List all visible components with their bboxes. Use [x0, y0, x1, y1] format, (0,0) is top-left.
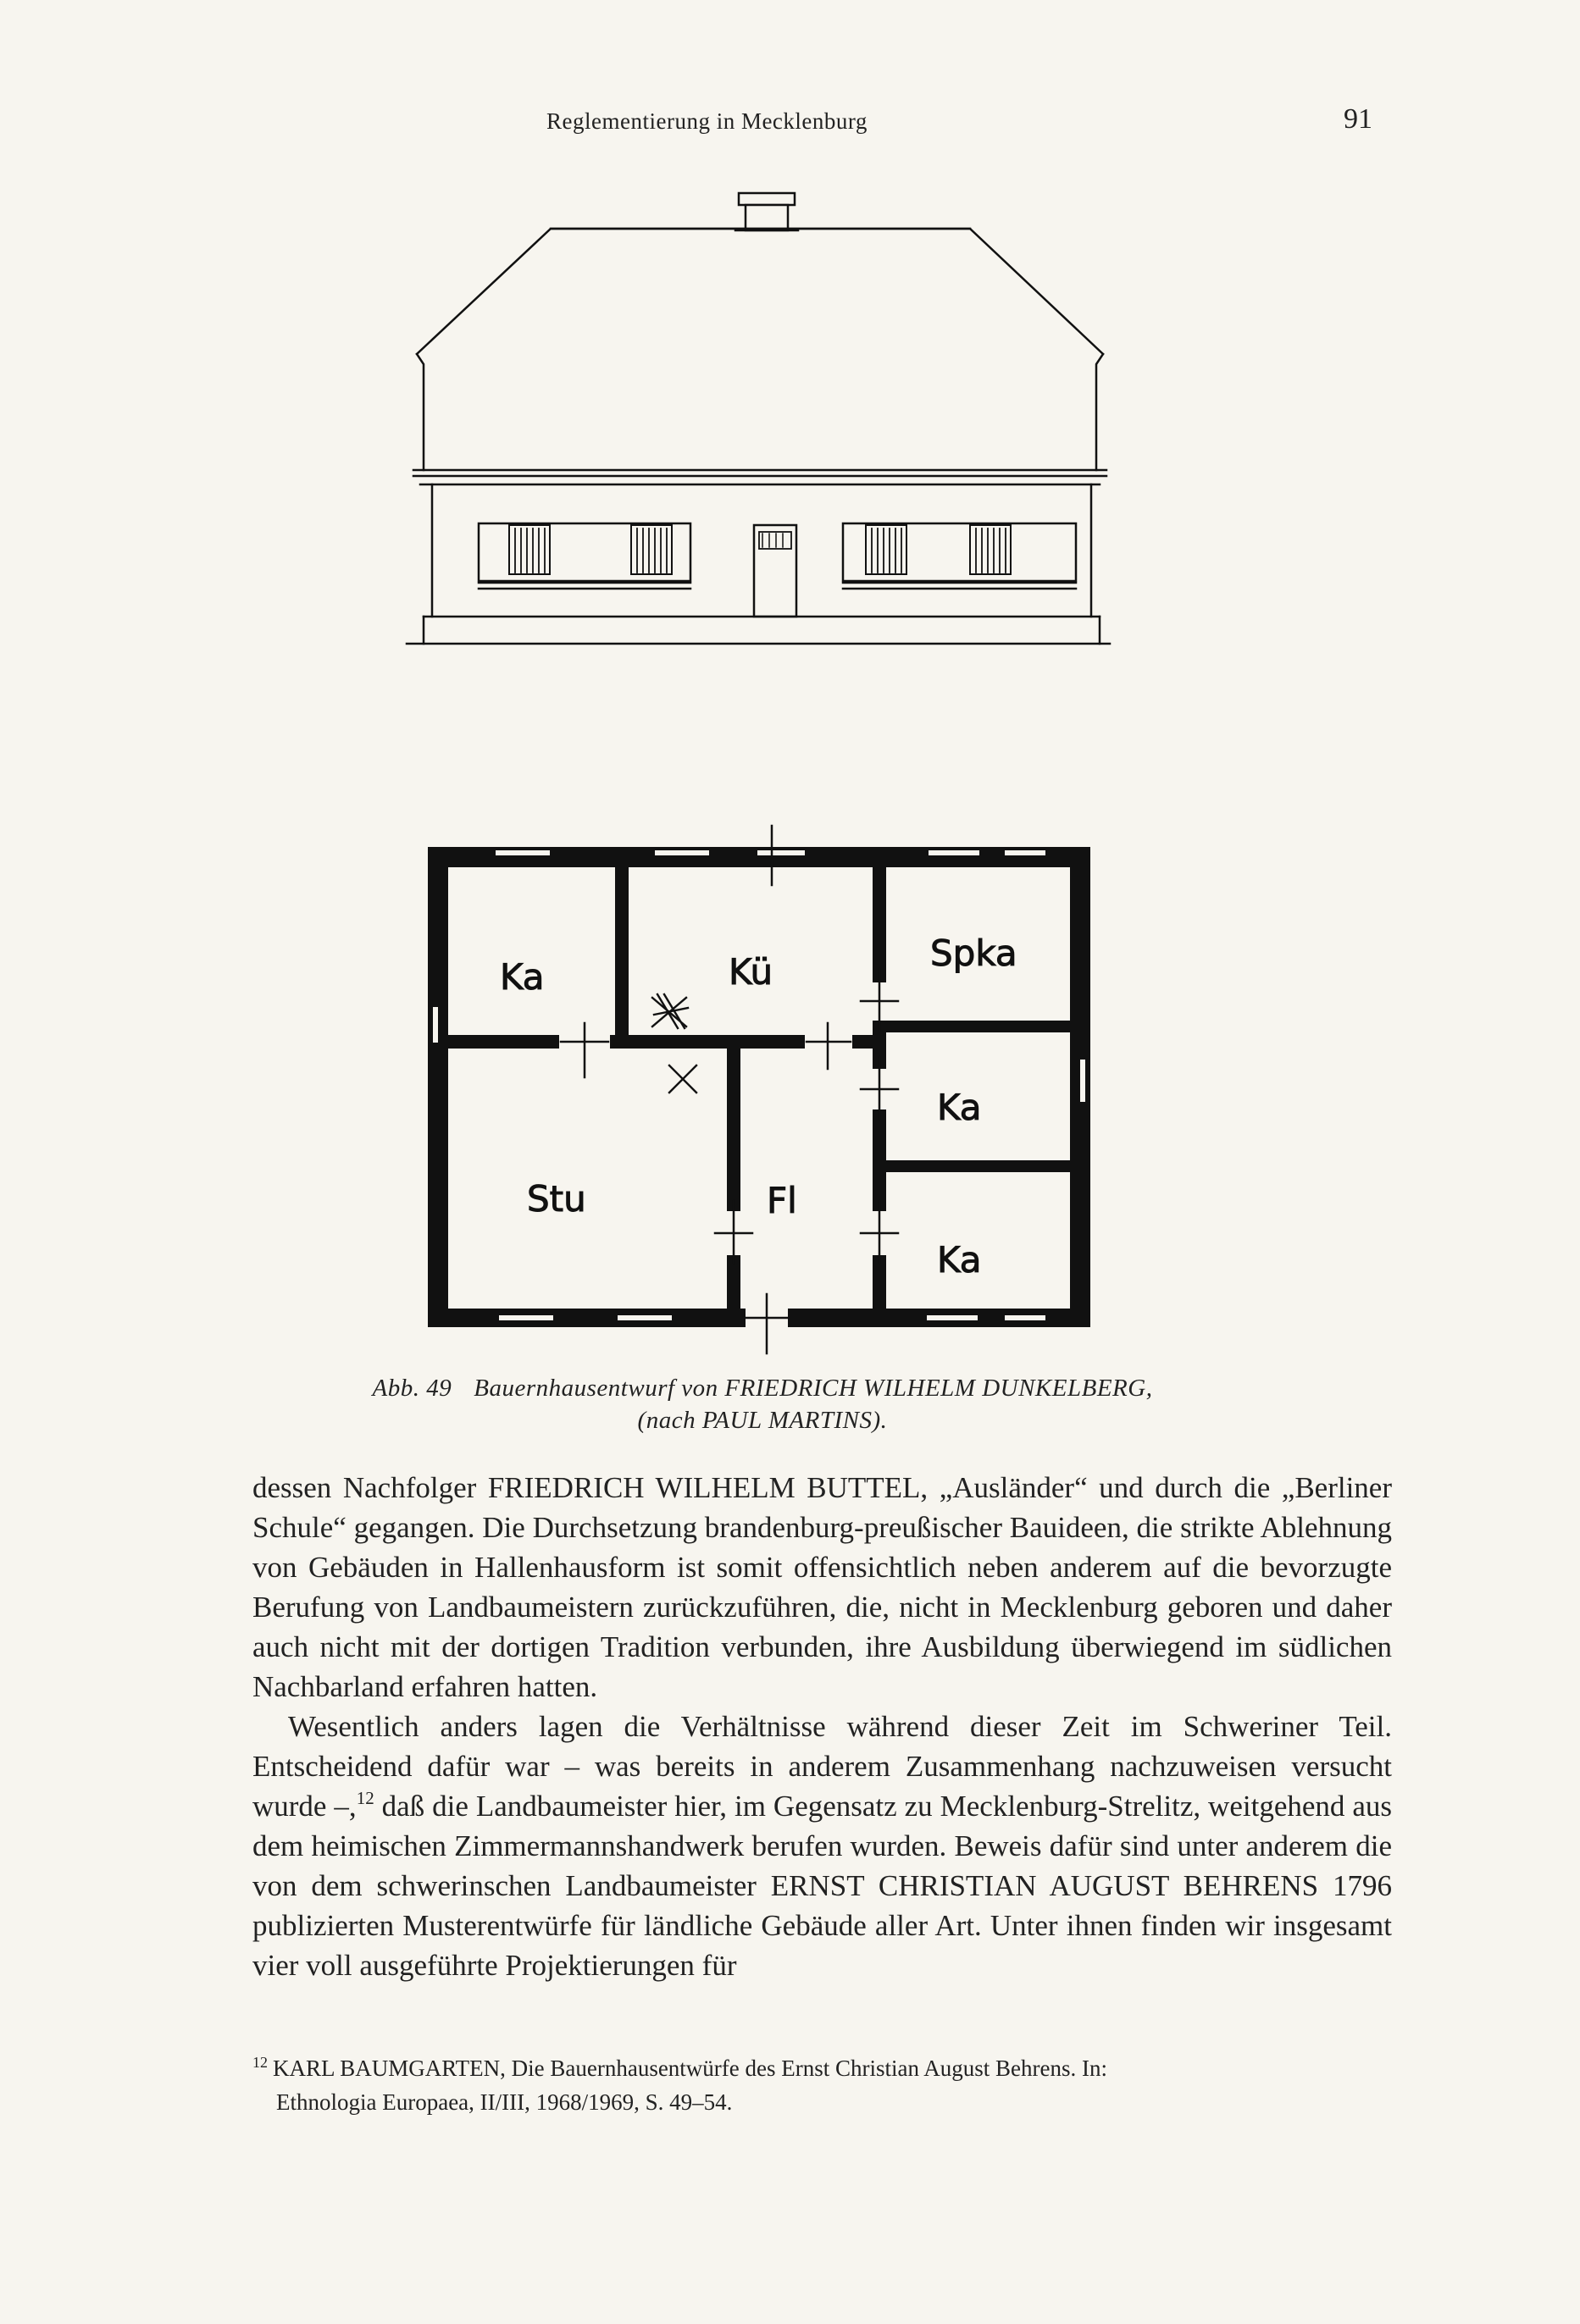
- running-title: Reglementierung in Mecklenburg: [546, 108, 868, 134]
- floor-plan: [428, 826, 1090, 1353]
- room-label-kueche: Kü: [729, 951, 773, 993]
- room-label-ka-1: Ka: [500, 956, 545, 998]
- caption-line-1: Bauernhausentwurf von FRIEDRICH WILHELM DUNKELBERG,: [474, 1375, 1153, 1402]
- footnote: [252, 2051, 1392, 2119]
- footnote-line-1: KARL BAUMGARTEN, Die Bauernhausentwürfe des Ernst Christian August Behrens. In:: [273, 2056, 1107, 2081]
- footnote-reference[interactable]: 12: [356, 1788, 374, 1808]
- paragraph-2-part-a: Wesentlich anders lagen die Verhältnisse während dieser Zeit im Schweriner Teil. Entscheidend dafür war – was bereits in anderem Zusammenhang nachzuweisen versucht wurde –,: [252, 1710, 1392, 1823]
- stove-icon: [652, 994, 688, 1028]
- room-label-speisekammer: Spka: [930, 932, 1017, 974]
- caption-line-2: (nach PAUL MARTINS).: [637, 1407, 888, 1434]
- paragraph-2: [252, 1707, 1392, 1985]
- room-label-flur: Fl: [767, 1180, 797, 1221]
- paragraph-1: dessen Nachfolger FRIEDRICH WILHELM BUTTEL, „Ausländer“ und durch die „Berliner Schule“ gegangen. Die Durchsetzung brandenburg-preußischer Bauideen, die strikte Ablehnung von Gebäuden in Hallenhausform ist somit offensichtlich neben anderem auf die bevorzugte Berufung von Landbaumeistern zurückzuführen, die, nicht in Mecklenburg geboren und daher auch nicht mit der dortigen Tradition verbunden, ihre Ausbildung überwiegend im südlichen Nachbarland erfahren hatten.: [252, 1471, 1392, 1703]
- house-elevation: [407, 193, 1110, 644]
- room-label-ka-3: Ka: [937, 1239, 982, 1281]
- room-label-stube: Stu: [527, 1178, 586, 1220]
- figure-caption: [254, 1372, 1271, 1436]
- caption-label: Abb. 49: [372, 1375, 452, 1402]
- body-text: [252, 1468, 1392, 1985]
- footnote-number: 12: [252, 2054, 268, 2071]
- room-label-ka-2: Ka: [937, 1087, 982, 1128]
- paragraph-2-part-b: daß die Landbaumeister hier, im Gegensatz zu Mecklenburg-Strelitz, weitgehend aus dem heimischen Zimmermannshandwerk berufen wurden. Beweis dafür sind unter anderem die von dem schwerinschen Landbaumeister ERNST CHRISTIAN AUGUST BEHRENS 1796 publizierten Musterentwürfe für ländliche Gebäude aller Art. Unter ihnen finden wir insgesamt vier voll ausgeführte Projektierungen für: [252, 1790, 1393, 1982]
- chimney-mark-icon: [669, 1065, 696, 1093]
- footnote-line-2: Ethnologia Europaea, II/III, 1968/1969, S. 49–54.: [276, 2089, 733, 2115]
- page-number: 91: [1344, 103, 1372, 135]
